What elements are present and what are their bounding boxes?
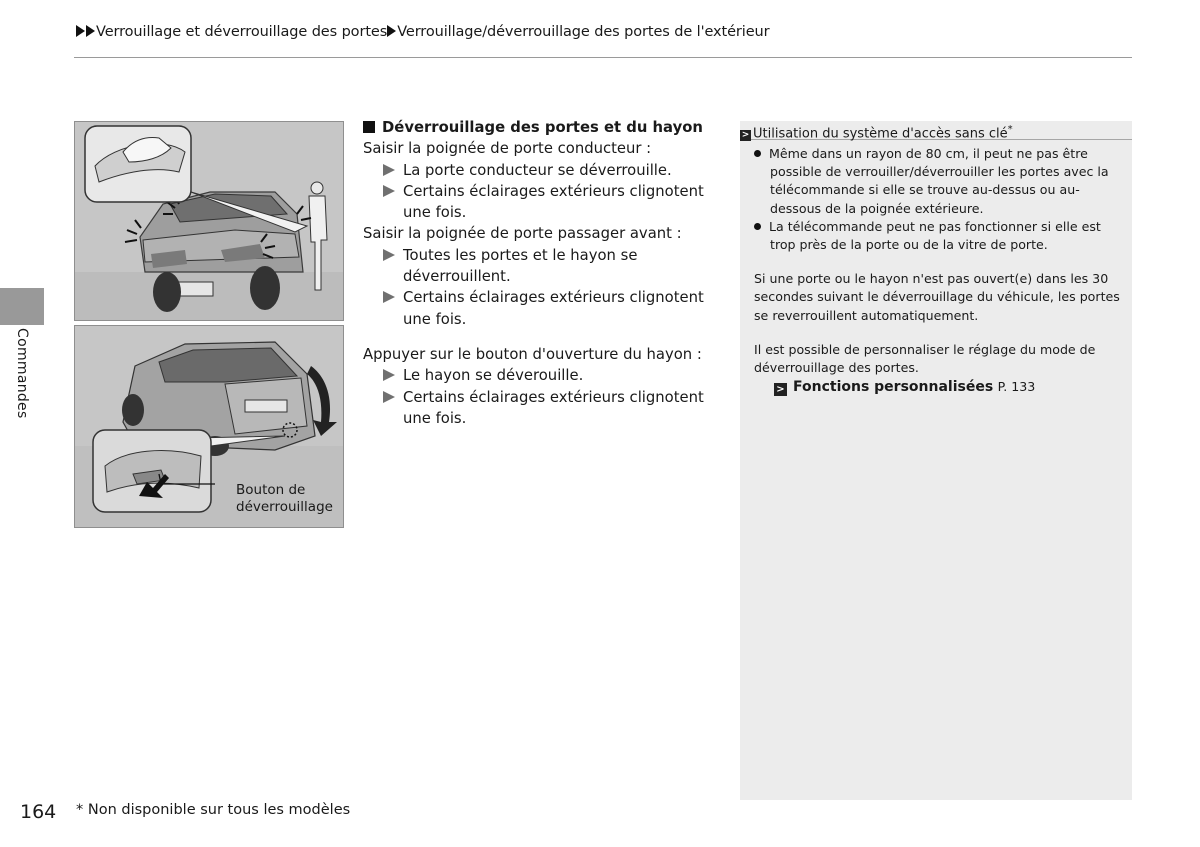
link-label[interactable]: Fonctions personnalisées [793,379,994,396]
link-page-ref[interactable]: P. 133 [997,379,1036,395]
triangle-bullet-icon [383,291,395,303]
instruction-driver-handle: Saisir la poignée de porte conducteur : [363,140,652,158]
tailgate-button-callout: Bouton de déverrouillage [236,482,333,515]
breadcrumb [76,24,770,40]
note-bullet-text: La télécommande peut ne pas fonctionner si elle est trop près de la porte ou de la vitre de porte. [769,218,1101,253]
footnote-marker: * [1007,124,1013,135]
arrow-icon [86,25,95,37]
result-text: Certains éclairages extérieurs clignotent une fois. [403,289,704,328]
square-bullet-icon [363,121,375,133]
section-heading-text: Déverrouillage des portes et du hayon [382,119,703,136]
figure-tailgate-button [74,325,344,528]
result-item [363,387,733,430]
result-text: Certains éclairages extérieurs clignotent une fois. [403,182,704,222]
instruction-passenger-handle: Saisir la poignée de porte passager avant : [363,225,682,243]
note-bullet [754,218,1124,254]
section-tab-label: Commandes [14,328,30,419]
sidebar-note [740,121,1132,800]
triangle-bullet-icon [383,185,395,197]
note-bullet [754,145,1124,218]
result-text: La porte conducteur se déverrouille. [403,161,672,179]
dot-bullet-icon [754,223,761,230]
triangle-bullet-icon [383,369,395,381]
note-paragraph: Il est possible de personnaliser le réglage du mode de déverrouillage des portes. [754,341,1096,376]
result-item [363,245,733,288]
arrow-icon [387,25,396,37]
footnote: * Non disponible sur tous les modèles [76,802,351,818]
page-number: 164 [20,801,57,823]
section-heading [363,117,733,138]
dot-bullet-icon [754,150,761,157]
result-item [363,181,733,224]
triangle-bullet-icon [383,164,395,176]
result-item [363,287,733,330]
instruction-tailgate-button: Appuyer sur le bouton d'ouverture du hayon : [363,345,702,363]
note-paragraph: Si une porte ou le hayon n'est pas ouvert(e) dans les 30 secondes suivant le déverrouillage du véhicule, les portes se reverrouillent automatiquement. [754,271,1120,323]
custom-features-link[interactable] [754,377,1124,397]
result-item [363,160,733,181]
triangle-bullet-icon [383,391,395,403]
result-text: Certains éclairages extérieurs clignotent une fois. [403,388,704,427]
result-item [363,365,733,386]
result-text: Toutes les portes et le hayon se déverrouillent. [403,246,638,286]
car-front-illustration [75,122,343,320]
breadcrumb-item[interactable]: Verrouillage/déverrouillage des portes de l'extérieur [397,24,770,40]
section-tab-marker [0,288,44,325]
arrow-icon [76,25,85,37]
figure-driver-door-handle [74,121,344,321]
sidebar-note-title-text: Utilisation du système d'accès sans clé [753,126,1008,142]
note-bullet-text: Même dans un rayon de 80 cm, il peut ne pas être possible de verrouiller/déverrouiller les portes avec la télécommande si elle se trouve au-dessus ou au-dessous de la poignée extérieure. [769,146,1109,216]
result-text: Le hayon se déverouille. [403,367,584,385]
breadcrumb-item[interactable]: Verrouillage et déverrouillage des portes [96,24,388,40]
main-content [363,117,733,429]
header-divider [74,57,1132,58]
reference-icon: > [741,130,750,141]
sidebar-note-title [740,121,1132,140]
sidebar-note-body [754,145,1124,397]
triangle-bullet-icon [383,249,395,261]
link-arrow-icon: > [774,383,787,396]
